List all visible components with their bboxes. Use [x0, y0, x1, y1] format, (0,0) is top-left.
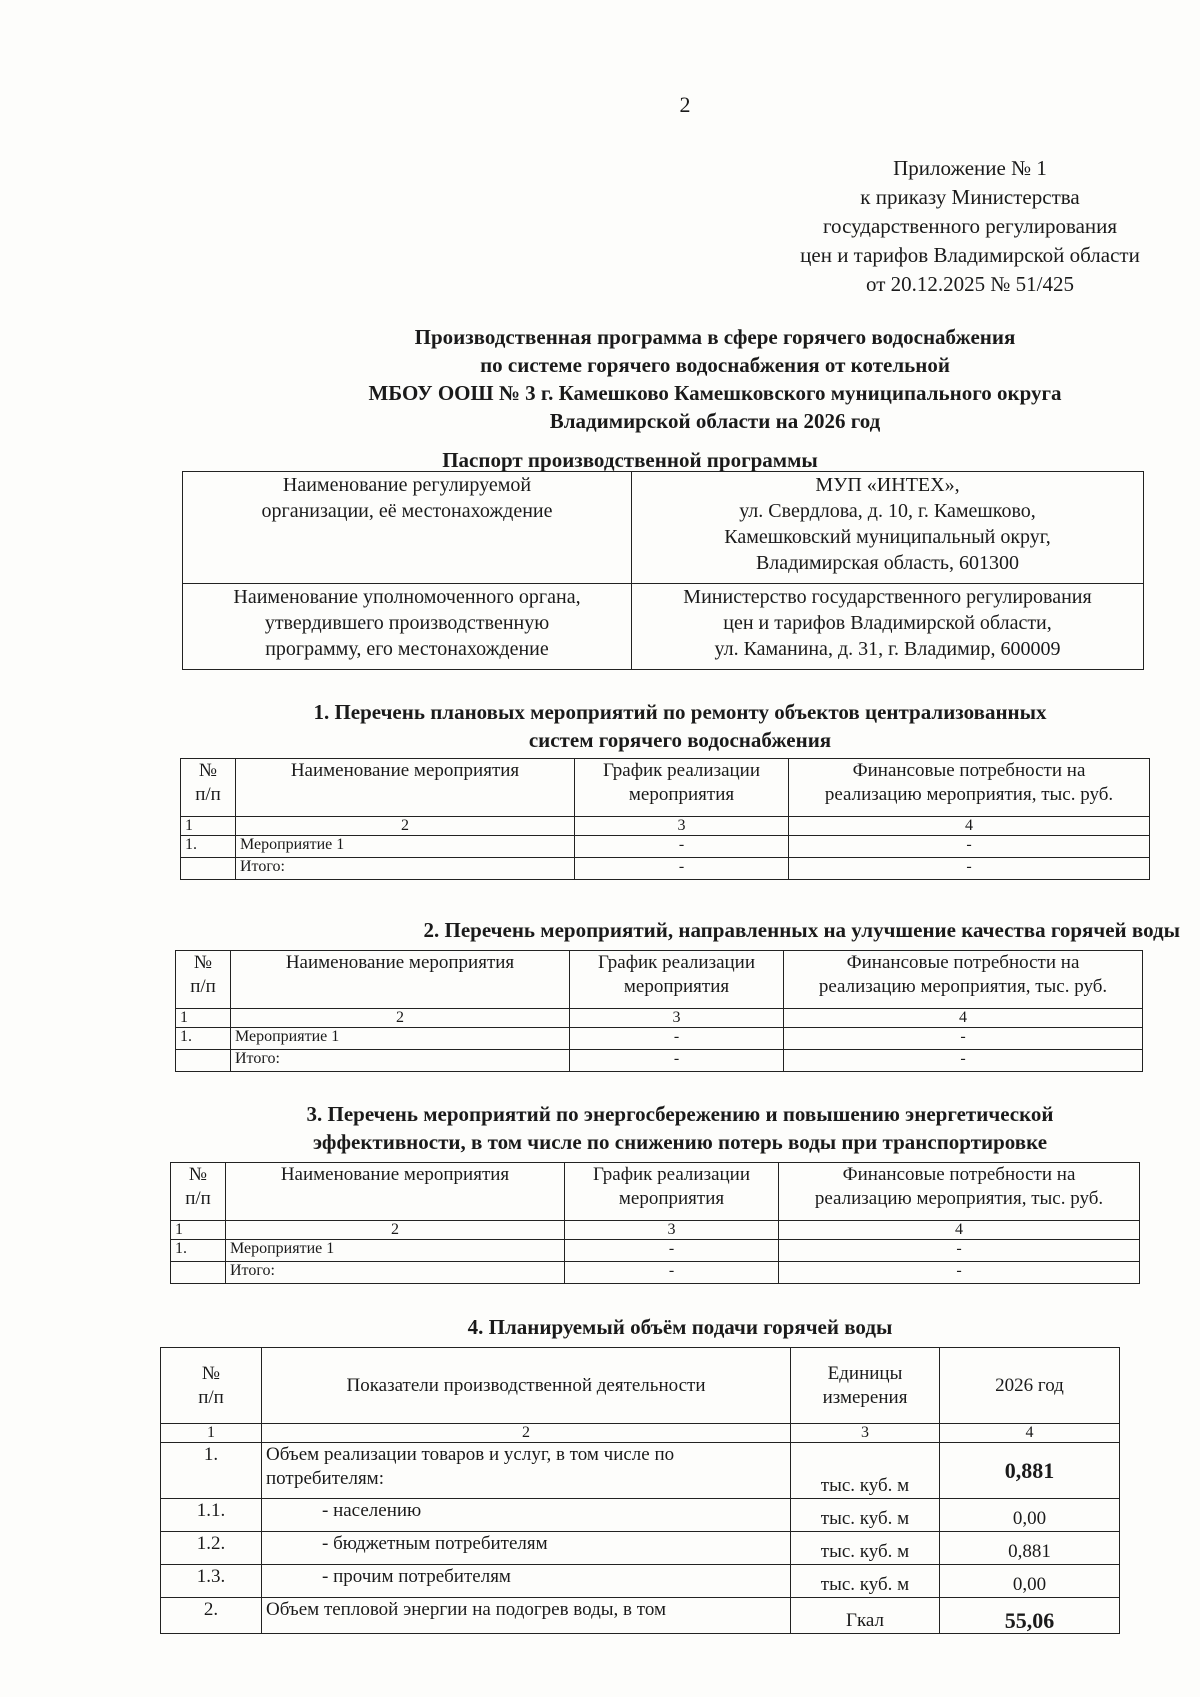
num-header: № п/п	[181, 759, 236, 817]
header-row	[176, 951, 1143, 1009]
row-name: Итого:	[231, 1050, 570, 1072]
unit-header: Единицы измерения	[791, 1348, 940, 1424]
col-number: 3	[565, 1221, 779, 1240]
appendix-line: цен и тарифов Владимирской области	[800, 243, 1140, 267]
passport-row	[183, 584, 1144, 670]
row-value: 0,881	[940, 1443, 1120, 1499]
supply-table	[160, 1347, 1120, 1634]
row-unit: тыс. куб. м	[791, 1565, 940, 1598]
row-finance: -	[789, 858, 1150, 880]
row-schedule: -	[565, 1240, 779, 1262]
row-schedule: -	[565, 1262, 779, 1284]
table-row	[161, 1532, 1120, 1565]
column-numbers-row	[161, 1424, 1120, 1443]
col-number: 4	[784, 1009, 1143, 1028]
section-title-line: 1. Перечень плановых мероприятий по ремонту объектов централизованных	[313, 700, 1047, 724]
indicator-header: Показатели производственной деятельности	[262, 1348, 791, 1424]
col-number: 4	[940, 1424, 1120, 1443]
table-row	[161, 1443, 1120, 1499]
row-num: 1.	[176, 1028, 231, 1050]
row-unit: тыс. куб. м	[791, 1532, 940, 1565]
passport-label: Наименование уполномоченного органа, утвердившего производственную программу, его местонахождение	[183, 584, 632, 670]
row-name: Мероприятие 1	[226, 1240, 565, 1262]
row-finance: -	[789, 836, 1150, 858]
title-line: по системе горячего водоснабжения от котельной	[480, 353, 950, 377]
table-row	[161, 1598, 1120, 1634]
row-num	[181, 858, 236, 880]
passport-value: Министерство государственного регулирования цен и тарифов Владимирской области, ул. Каманина, д. 31, г. Владимир, 600009	[632, 584, 1144, 670]
schedule-header: График реализации мероприятия	[565, 1163, 779, 1221]
row-name: Итого:	[236, 858, 575, 880]
row-indicator: - бюджетным потребителям	[262, 1532, 791, 1565]
row-indicator: Объем реализации товаров и услуг, в том числе по потребителям:	[262, 1443, 791, 1499]
col-number: 2	[226, 1221, 565, 1240]
col-number: 1	[161, 1424, 262, 1443]
title-line: МБОУ ООШ № 3 г. Камешково Камешковского муниципального округа	[368, 381, 1062, 405]
finance-header: Финансовые потребности на реализацию мероприятия, тыс. руб.	[784, 951, 1143, 1009]
col-number: 2	[231, 1009, 570, 1028]
row-num: 1.3.	[161, 1565, 262, 1598]
name-header: Наименование мероприятия	[226, 1163, 565, 1221]
section-3-table	[170, 1162, 1140, 1284]
row-schedule: -	[570, 1050, 784, 1072]
row-num: 1.	[171, 1240, 226, 1262]
section-1-table	[180, 758, 1150, 880]
row-finance: -	[779, 1240, 1140, 1262]
num-header: № п/п	[176, 951, 231, 1009]
row-num: 1.	[181, 836, 236, 858]
col-number: 3	[791, 1424, 940, 1443]
column-numbers-row	[176, 1009, 1143, 1028]
row-indicator: Объем тепловой энергии на подогрев воды, в том	[262, 1598, 791, 1634]
title-line: Владимирской области на 2026 год	[549, 409, 881, 433]
table-row	[181, 836, 1150, 858]
column-numbers-row	[171, 1221, 1140, 1240]
row-schedule: -	[575, 836, 789, 858]
row-schedule: -	[570, 1028, 784, 1050]
section-title-line: систем горячего водоснабжения	[528, 728, 832, 752]
row-unit: тыс. куб. м	[791, 1443, 940, 1499]
row-num	[176, 1050, 231, 1072]
row-name: Итого:	[226, 1262, 565, 1284]
col-number: 1	[171, 1221, 226, 1240]
section-1-title	[180, 698, 1180, 754]
page-number: 2	[679, 92, 691, 117]
col-number: 4	[789, 817, 1150, 836]
row-indicator: - прочим потребителям	[262, 1565, 791, 1598]
row-value: 0,881	[940, 1532, 1120, 1565]
passport-value: МУП «ИНТЕХ», ул. Свердлова, д. 10, г. Камешково, Камешковский муниципальный округ, Владимирская область, 601300	[632, 472, 1144, 584]
name-header: Наименование мероприятия	[236, 759, 575, 817]
header-row	[161, 1348, 1120, 1424]
row-value: 55,06	[940, 1598, 1120, 1634]
title-line: Производственная программа в сфере горячего водоснабжения	[414, 325, 1016, 349]
year-header: 2026 год	[940, 1348, 1120, 1424]
section-title-line: 2. Перечень мероприятий, направленных на улучшение качества горячей воды	[423, 918, 1180, 942]
appendix-line: к приказу Министерства	[860, 185, 1080, 209]
num-header: № п/п	[161, 1348, 262, 1424]
col-number: 1	[181, 817, 236, 836]
col-number: 3	[570, 1009, 784, 1028]
passport-row	[183, 472, 1144, 584]
table-row	[161, 1565, 1120, 1598]
row-num	[171, 1262, 226, 1284]
col-number: 4	[779, 1221, 1140, 1240]
row-num: 1.1.	[161, 1499, 262, 1532]
passport-label: Наименование регулируемой организации, её местонахождение	[183, 472, 632, 584]
col-number: 3	[575, 817, 789, 836]
table-row	[176, 1050, 1143, 1072]
passport-heading: Паспорт производственной программы	[442, 448, 818, 472]
section-2-table	[175, 950, 1143, 1072]
row-value: 0,00	[940, 1565, 1120, 1598]
num-header: № п/п	[171, 1163, 226, 1221]
row-unit: Гкал	[791, 1598, 940, 1634]
appendix-line: государственного регулирования	[822, 214, 1118, 238]
finance-header: Финансовые потребности на реализацию мероприятия, тыс. руб.	[779, 1163, 1140, 1221]
row-finance: -	[779, 1262, 1140, 1284]
col-number: 1	[176, 1009, 231, 1028]
row-num: 2.	[161, 1598, 262, 1634]
row-finance: -	[784, 1028, 1143, 1050]
section-4-title: 4. Планируемый объём подачи горячей воды	[467, 1315, 893, 1339]
appendix-block	[760, 154, 1180, 299]
row-finance: -	[784, 1050, 1143, 1072]
appendix-line: от 20.12.2025 № 51/425	[865, 272, 1075, 296]
name-header: Наименование мероприятия	[231, 951, 570, 1009]
section-title-line: эффективности, в том числе по снижению потерь воды при транспортировке	[312, 1130, 1048, 1154]
row-indicator: - населению	[262, 1499, 791, 1532]
finance-header: Финансовые потребности на реализацию мероприятия, тыс. руб.	[789, 759, 1150, 817]
col-number: 2	[236, 817, 575, 836]
row-value: 0,00	[940, 1499, 1120, 1532]
column-numbers-row	[181, 817, 1150, 836]
table-row	[171, 1262, 1140, 1284]
section-title-line: 3. Перечень мероприятий по энергосбережению и повышению энергетической	[306, 1102, 1054, 1126]
table-row	[161, 1499, 1120, 1532]
header-row	[181, 759, 1150, 817]
row-schedule: -	[575, 858, 789, 880]
row-num: 1.2.	[161, 1532, 262, 1565]
row-unit: тыс. куб. м	[791, 1499, 940, 1532]
passport-table	[182, 471, 1144, 670]
appendix-line: Приложение № 1	[893, 156, 1047, 180]
section-3-title	[180, 1100, 1180, 1156]
table-row	[171, 1240, 1140, 1262]
section-2-title	[180, 916, 1180, 944]
schedule-header: График реализации мероприятия	[575, 759, 789, 817]
row-num: 1.	[161, 1443, 262, 1499]
document-title	[250, 323, 1180, 435]
row-name: Мероприятие 1	[236, 836, 575, 858]
table-row	[176, 1028, 1143, 1050]
schedule-header: График реализации мероприятия	[570, 951, 784, 1009]
table-row	[181, 858, 1150, 880]
col-number: 2	[262, 1424, 791, 1443]
row-name: Мероприятие 1	[231, 1028, 570, 1050]
header-row	[171, 1163, 1140, 1221]
